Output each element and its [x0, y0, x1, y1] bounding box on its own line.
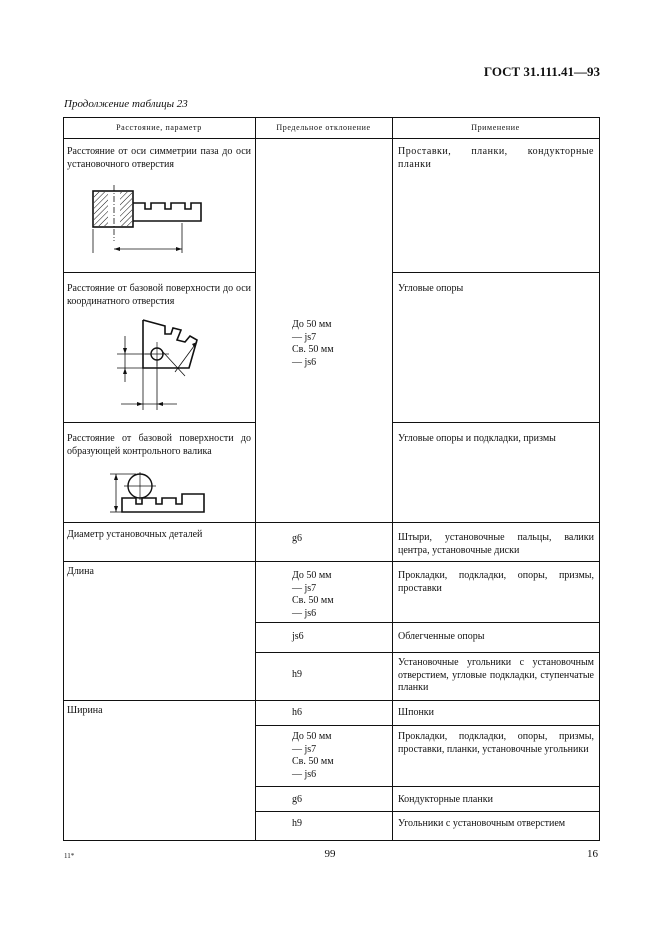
- deviation-line: — js6: [292, 356, 317, 368]
- param-cell: Диаметр установочных деталей: [67, 529, 203, 540]
- footer-right-number: 16: [587, 848, 598, 860]
- row-separator: [255, 725, 600, 726]
- slot-axis-distance-drawing: [85, 183, 210, 263]
- deviation-line: — js6: [292, 768, 317, 780]
- deviation-cell-merged: [292, 319, 382, 369]
- param-cell: Ширина: [67, 705, 103, 716]
- table-border-left: [63, 117, 64, 840]
- row-separator: [63, 422, 255, 423]
- application-cell: Угловые опоры и подкладки, призмы: [398, 433, 556, 444]
- column-separator: [392, 117, 393, 840]
- deviation-line: — js6: [292, 607, 317, 619]
- row-separator: [392, 272, 600, 273]
- column-header-deviation: Предельное отклонение: [276, 123, 371, 132]
- row-separator: [63, 272, 255, 273]
- table-caption: Продолжение таблицы 23: [64, 98, 188, 110]
- deviation-line: До 50 мм: [292, 319, 332, 330]
- deviation-line: Св. 50 мм: [292, 756, 334, 767]
- footer-sheet-mark: 11*: [64, 852, 75, 860]
- param-cell: Расстояние от базовой поверхности до оси координатного отверстия: [67, 283, 251, 307]
- param-cell: Расстояние от оси симметрии паза до оси установочного отверстия: [67, 146, 251, 170]
- application-cell: Установочные угольники с установочным отверстием, угловые подкладки, ступенчатые планки: [398, 657, 594, 693]
- application-cell: Облегченные опоры: [398, 631, 485, 642]
- deviation-line: Св. 50 мм: [292, 595, 334, 606]
- row-separator: [255, 622, 600, 623]
- header-separator: [63, 138, 600, 139]
- row-separator: [255, 652, 600, 653]
- param-cell: Длина: [67, 566, 94, 577]
- deviation-cell: g6: [292, 533, 302, 544]
- application-cell: Угольники с установочным отверстием: [398, 818, 566, 829]
- row-separator: [392, 422, 600, 423]
- deviation-cell: h6: [292, 707, 302, 718]
- application-cell: Прокладки, подкладки, опоры, призмы, проставки, планки, установочные угольники: [398, 731, 594, 755]
- deviation-cell: g6: [292, 794, 302, 805]
- application-cell: Проставки, планки, кондукторные планки: [398, 146, 594, 170]
- deviation-line: — js7: [292, 743, 317, 755]
- row-separator: [255, 786, 600, 787]
- deviation-cell: [292, 570, 382, 620]
- row-separator: [63, 522, 600, 523]
- deviation-cell: [292, 731, 382, 781]
- page-number: 99: [324, 848, 336, 860]
- application-cell: Прокладки, подкладки, опоры, призмы, проставки: [398, 570, 594, 594]
- table-border-right: [599, 117, 600, 840]
- row-separator: [63, 561, 600, 562]
- deviation-line: До 50 мм: [292, 731, 332, 742]
- deviation-line: До 50 мм: [292, 570, 332, 581]
- deviation-line: — js7: [292, 331, 317, 343]
- column-header-application: Применение: [471, 123, 520, 132]
- param-cell: Расстояние от базовой поверхности до образующей контрольного валика: [67, 433, 251, 457]
- table-border-top: [63, 117, 600, 118]
- deviation-cell: h9: [292, 669, 302, 680]
- column-separator: [255, 117, 256, 840]
- deviation-line: — js7: [292, 582, 317, 594]
- application-cell: Штыри, установочные пальцы, валики центра, установочные диски: [398, 532, 594, 556]
- row-separator: [63, 700, 600, 701]
- deviation-line: Св. 50 мм: [292, 344, 334, 355]
- row-separator: [255, 811, 600, 812]
- angle-support-drawing: [115, 312, 220, 412]
- application-cell: Кондукторные планки: [398, 794, 493, 805]
- column-header-parameter: Расстояние, параметр: [116, 123, 202, 132]
- deviation-cell: h9: [292, 818, 302, 829]
- control-roller-drawing: [100, 468, 215, 518]
- application-cell: Угловые опоры: [398, 283, 464, 294]
- application-cell: Шпонки: [398, 707, 435, 718]
- table-border-bottom: [63, 840, 600, 841]
- document-code: ГОСТ 31.111.41—93: [483, 64, 600, 79]
- deviation-cell: js6: [292, 631, 304, 642]
